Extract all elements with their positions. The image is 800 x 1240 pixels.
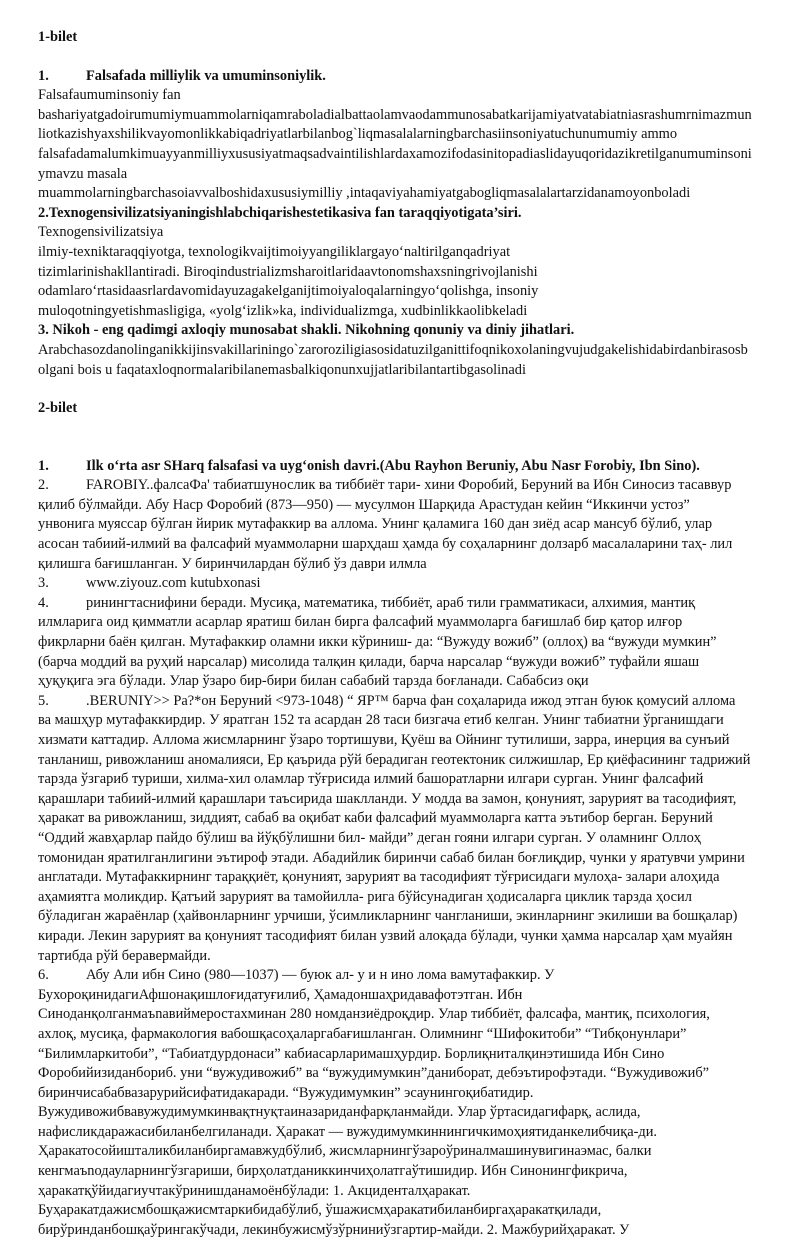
text-line: илмларига оид қимматли асарлар яратиш билан бирга фалсафий муаммоларга бағишлаб бир қатор илғор [38,614,683,631]
bilet-1-question-3-heading: 3. Nikoh - eng qadimgi axloqiy munosabat shakli. Nikohning qonuniy va diniy jihatlari. [38,322,575,339]
text-line: қилиб бўлмайди. Абу Наср Форобий (873—950) — мусулмон Шарқида Арастудан кейин “Иккинчи устоз” [38,496,690,513]
text-line: olgani bois u faqataxloqnormalaribilanemasbalkiqonunxujjatlaribilantartibgasolinadi [38,361,526,378]
question-number: 1. [38,67,49,84]
bilet-1-question-2-heading: 2.Texnogensivilizatsiyaningishlabchiqarishestetikasiva fan taraqqiyotigata’siri. [38,204,522,221]
text-line: асосан табиий-илмий ва фалсафий муаммоларни шарҳдаш ҳамда бу соҳаларнинг долзарб масалаларини таҳ- лил [38,536,733,553]
bilet-1-question-2-body [38,223,772,321]
item-text: Ilk o‘rta asr SHarq falsafasi va uyg‘onish davri.(Abu Rayhon Beruniy, Abu Nasr Forobiy, Ibn Sino). [86,457,700,474]
text-line: аҳамиятга моликдир. Қатъий зарурият ва тамойилла- рига бўйсунадиган ҳодисаларга циклик тарзда ҳосил [38,888,692,905]
item-number: 2. [38,477,49,494]
text-line: Буҳаракатдажисмбошқажисмтаркибидабўлиб, ўшажисмҳаракатибиланбиргаҳаракатқилади, [38,1202,602,1219]
text-line: Ҳаракатосойишталикбиланбиргамавжудбўлиб, жисмларнингўзароўриналмашинувигинаэмас, балки [38,1143,652,1160]
text-line: тарзда ўзгариб туриши, хилма-хил оламлар тўғрисида илмий башоратларни илгари сурган. Унинг фалсафий [38,771,704,788]
text-line: Falsafaumuminsoniy fan [38,87,181,104]
text-line: muammolarningbarchasoiavvalboshidaxususiymilliy ,intaqaviyahamiyatgabogliqmasalalartarzidanamoyonboladi [38,185,691,202]
text-line: Синоданқолганмаъnавиймеростахминан 280 номданзиёдроқдир. Улар тиббиёт, фалсафа, мантиқ, психология, [38,1006,710,1023]
text-line: “Оддий жавҳарлар пайдо бўлиш ва йўқбўлишни бил- майди” деган гояни илгари сурган. У оламнинг Оллоҳ [38,829,701,846]
item-number: 3. [38,575,49,592]
text-line: қарашлари табиий-илмий қарашлари таъсирида шаклланди. У модда ва замон, қонуният, зарурият ва тасодифият, [38,790,737,807]
item-text: Абу Али ибн Сино (980—1037) — буюк ал- у и н ино лома вамутафаккир. У [86,967,555,984]
text-line: “Билимларкитоби”, “Табиатдурдонаси” кабиасарларимашҳурдир. Борлиқниталқинэтишида Ибн Сино [38,1045,665,1062]
text-line: bashariyatgadoirumumiymuammolarniqamraboladialbattaolamvaodammunosabatkarijamiyatvatabiatniasrashumrnimazmun [38,106,752,123]
text-line: англатади. Мутафаккирнинг тараққиёт, қонуният, зарурият ва тасодифият тўғрисидаги мулоҳа- залари алоҳида [38,869,720,886]
text-line: фикрларни баён қилган. Мутафаккир оламни икки кўриниш- да: “Вужуду вожиб” (оллоҳ) ва “вужуди мумкин” [38,634,717,651]
text-line: биринчисабабвазарурийсифатидакаради. “Вужудимумкин” эсаунингоқибатидир. [38,1084,534,1101]
item-text: .BERUNIY>> Ра?*он Беруний <973-1048) “ ЯР™ барча фан соҳаларида ижод этган буюк қомусий аллома [86,692,736,709]
text-line: odamlaro‘rtasidaasrlardavomidayuzagakelganijtimoiyaloqalarningyo‘qolishga, insoniy [38,283,539,300]
text-line: ахлоқ, мусиқа, фармакология вабошқасоҳаларгабағишланган. Олимнинг “Шифокитоби” “Тибқонунлари” [38,1025,687,1042]
text-line: бирўринданбошқаўрингакўчади, лекинбужисмўзўрниниўзгартир-майди. 2. Мажбурийҳаракат. У [38,1221,630,1238]
item-number: 5. [38,692,49,709]
question-title: Falsafada milliylik va umuminsoniylik. [86,67,326,84]
bilet-1-question-1-body [38,86,772,204]
bilet-2-item-2 [38,476,772,574]
item-text: FAROBIY..фалсаФа' табиатшунослик ва тиббиёт тари- хини Форобий, Беруний ва Ибн Синосиз тасаввур [86,477,732,494]
text-line: кенгмаъnодауларнингўзгариши, бирҳолатданиккинчиҳолатгаўтишидир. Ибн Синонингфикрича, [38,1163,628,1180]
text-line: ва машҳур мутафаккирдир. У яратган 152 та асардан 28 таси бизгача етиб келган. Унинг табиатни ўрганишдаги [38,712,724,729]
text-line: Texnogensivilizatsiya [38,224,164,241]
text-line: ҳаракат ва ривожланиш, зиддият, сабаб ва оқибат каби фалсафий муаммоларга катта эътибор берган. Беруний [38,810,713,827]
text-line: Вужудивожибвавужудимумкинвақтнуқтаиназариданфарқланмайди. Улар ўртасидагифарқ, аслида, [38,1104,641,1121]
text-line: Arabchasozdanolinganikkijinsvakillariningo`zaroroziligiasosidatuzilganittifoqnikoxolaningvujudgakelishidabirdanbirasosb [38,341,748,358]
item-number: 1. [38,457,49,474]
bilet-2-item-5 [38,692,772,966]
bilet-1-question-1-heading [38,67,772,87]
bilet-2-title: 2-bilet [38,400,78,417]
text-line: Форобийизиданбориб. уни “вужудивожиб” ва “вужудимумкин”даниборат, дебэътирофэтади. “Вужудивожиб” [38,1065,710,1082]
text-line: ҳаракатқўйидагиучтакўринишданамоёнбўлади: 1. Акциденталҳаракат. [38,1182,471,1199]
bilet-2-item-4 [38,594,772,692]
item-number: 4. [38,594,49,611]
text-line: ymavzu masala [38,165,128,182]
text-line: liotkazishyaxshilikvayomonlikkabiqadriyatlarbilanbog`liqmasalalarningbarchasiinsoniyatuchunumumiy ammo [38,126,678,143]
bilet-2-item-3 [38,574,772,594]
bilet-2-item-1 [38,457,772,477]
item-text: ринингтаснифини беради. Мусиқа, математика, тиббиёт, араб тили грамматикаси, алхимия, мантиқ [86,594,696,611]
text-line: (барча моддий ва руҳий нарсалар) мисолида талқин қилади, барча нарсалар “вужуди вожиб” туфайли яшаш [38,653,700,670]
text-line: бўладиган жараёнлар (ҳайвонларнинг урчиши, ўсимликларнинг чангланиши, экинларнинг экилиши ва бошқалар) [38,908,738,925]
text-line: киради. Лекин зарурият ва қонуният тасодифият билан узвий алоқада бўлади, чунки ҳамма нарсалар ҳам муайян [38,927,733,944]
bilet-2-item-6 [38,966,772,1240]
text-line: muloqotningyetishmasligiga, «yolg‘izlik»ka, individualizmga, xudbinlikkaolibkeladi [38,302,528,319]
text-line: томонидан яратилганлигини эътироф этади. Абадийлик биринчи сабаб билан боғлиқдир, чунки у яратувчи умрини [38,849,745,866]
text-line: нафисликдаражасибиланбелгиланади. Ҳаракат — вужудимумкиннингичкимоҳиятиданкелибчиқа-ди. [38,1123,658,1140]
bilet-1-title: 1-bilet [38,29,78,45]
text-line: тартибда рўй беравермайди. [38,947,211,964]
item-number: 6. [38,967,49,984]
bilet-1-question-3-body [38,341,772,380]
text-line: ilmiy-texniktaraqqiyotga, texnologikvaijtimoiyyangiliklargayo‘naltirilganqadriyat [38,243,511,260]
text-line: БухороқинидагиАфшонақишлоғидатуғилиб, Ҳамадоншаҳридавафотэтган. Ибн [38,986,523,1003]
item-text: www.ziyouz.com kutubxonasi [86,575,261,592]
text-line: ҳуқуқига эга бўлади. Улар ўзаро бир-бири билан сабабий тарзда боғланади. Сабабсиз оқи [38,673,589,690]
text-line: хизмати каттадир. Аллома жисмларнинг ўзаро тортишуви, Қуёш ва Ойнинг тутилиши, зарра, инерция ва сунъий [38,732,730,748]
text-line: унвонига муяссар бўлган йирик мутафаккир ва аллома. Унинг қаламига 160 дан зиёд асар мансуб бўлиб, улар [38,516,713,533]
text-line: falsafadamalumkimuayyanmilliyxususiyatmaqsadvaintilishlardaxamozifodasinitopadiaslidayuqoridazikretilganumuminsoni [38,145,752,162]
text-line: қилишга бағишланган. У биринчилардан бўлиб ўз даври илмла [38,555,427,572]
text-line: танланиш, ривожланиш аномалияси, Ер қаърида рўй берадиган геотектоник силжишлар, Ер қиёфасининг тадрижий [38,751,751,768]
text-line: tizimlarinishakllantiradi. Biroqindustrializmsharoitlaridaavtonomshaxsningrivojlanishi [38,263,538,280]
